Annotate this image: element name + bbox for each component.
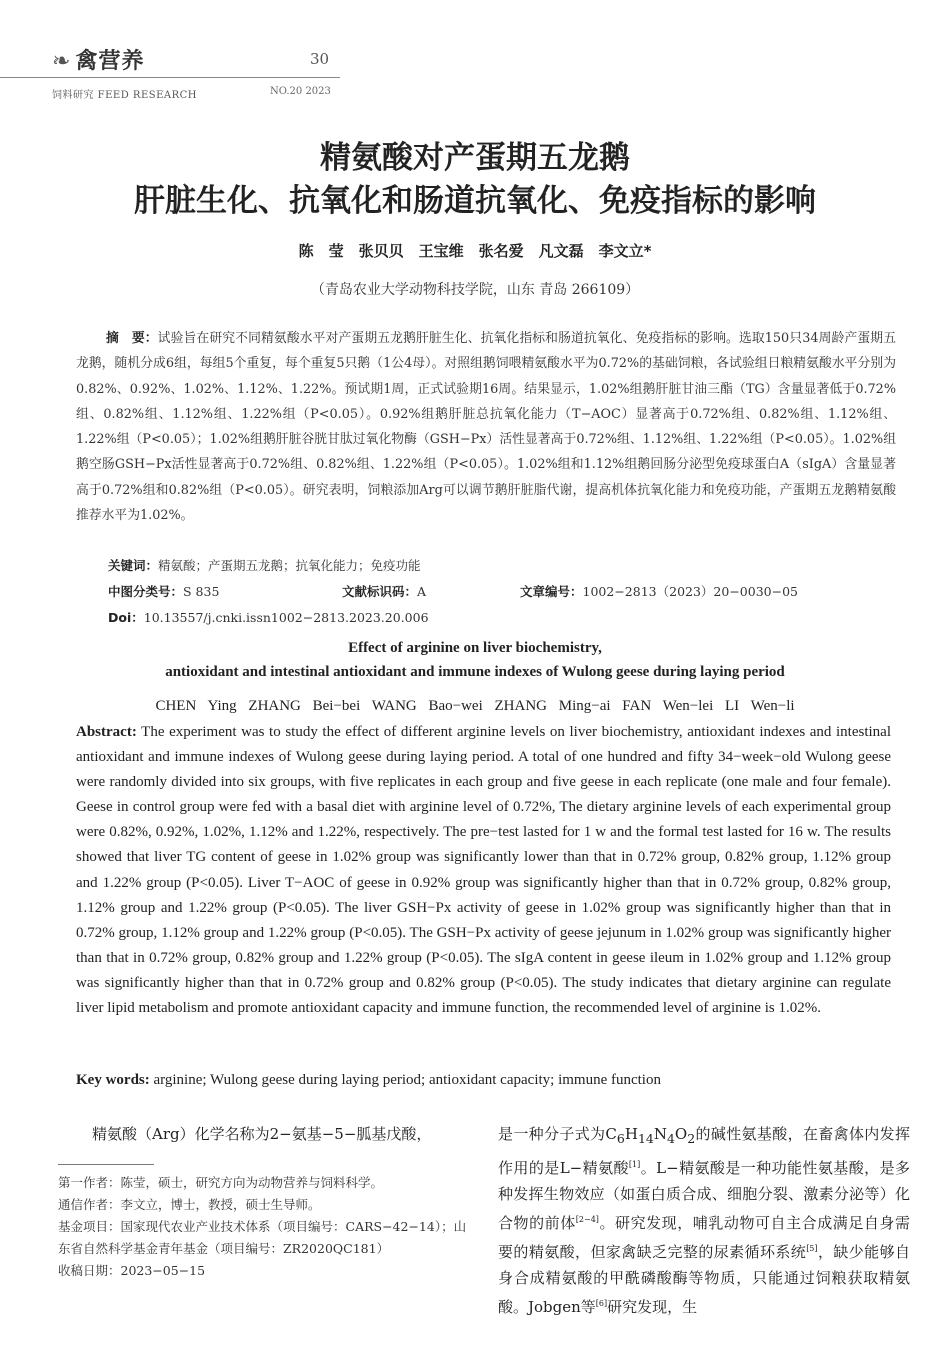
issue-number: NO.20 2023	[270, 86, 331, 97]
section-name: 禽营养	[75, 49, 145, 74]
footnote-divider	[58, 1164, 154, 1165]
title-cn-line2: 肝脏生化、抗氧化和肠道抗氧化、免疫指标的影响	[134, 183, 816, 219]
authors-en: CHEN Ying ZHANG Bei−bei WANG Bao−wei ZHANG Ming−ai FAN Wen−lei LI Wen−li	[155, 698, 795, 714]
authors-cn: 陈 莹 张贝贝 王宝维 张名爱 凡文磊 李文立*	[298, 242, 652, 260]
keywords-en-text: arginine; Wulong geese during laying period; antioxidant capacity; immune function	[149, 1072, 661, 1088]
leaf-icon: ❧	[52, 49, 72, 74]
section-header	[52, 44, 144, 75]
body-right-text: 。L−精氨酸是一种功能性氨基酸，是多种发挥生物效应（如蛋白质合成、细胞分裂、激素分泌等）化合物的前体	[498, 1159, 911, 1232]
journal-name: 饲料研究 FEED RESEARCH	[52, 90, 198, 101]
body-text-right	[498, 1121, 910, 1320]
citation-ref[interactable]: [2−4]	[575, 1215, 599, 1224]
classification-label: 中图分类号：	[108, 584, 184, 599]
footnote-received: 收稿日期：2023−05−15	[58, 1263, 206, 1278]
doi-label: Doi：	[108, 610, 144, 625]
page-number: 30	[310, 50, 330, 68]
doc-code-label: 文献标识码：	[342, 584, 418, 599]
title-en-line1: Effect of arginine on liver biochemistry,	[348, 640, 602, 656]
footnote-corresponding: 通信作者：李文立，博士，教授，硕士生导师。	[58, 1197, 321, 1212]
abstract-cn-text: 试验旨在研究不同精氨酸水平对产蛋期五龙鹅肝脏生化、抗氧化指标和肠道抗氧化、免疫指标的影响。选取150只34周龄产蛋期五龙鹅，随机分成6组，每组5个重复，每个重复5只鹅（1公4母）。对照组鹅饲喂精氨酸水平为0.72%的基础饲粮，各试验组日粮精氨酸水平分别为0.82%、0.92%、1.02%、1.12%、1.22%。预试期1周，正式试验期16周。结果显示，1.02%组鹅肝脏甘油三酯（TG）含量显著低于0.72%组、0.82%组、1.12%组、1.22%组（P<0.05）。0.92%组鹅肝脏总抗氧化能力（T−AOC）显著高于0.72%组、0.82%组、1.12%组、1.22%组（P<0.05）；1.02%组鹅肝脏谷胱甘肽过氧化物酶（GSH−Px）活性显著高于0.72%组、1.12%组、1.22%组（P<0.05）。1.02%组鹅空肠GSH−Px活性显著高于0.72%组、0.82%组、1.22%组（P<0.05）。1.02%组和1.12%组鹅回肠分泌型免疫球蛋白A（sIgA）含量显著高于0.72%组和0.82%组（P<0.05）。研究表明，饲粮添加Arg可以调节鹅肝脏脂代谢，提高机体抗氧化能力和免疫功能，产蛋期五龙鹅精氨酸推荐水平为1.02%。	[76, 331, 896, 524]
body-right-text: 研究发现，生	[607, 1298, 698, 1316]
formula-subscript: 2	[687, 1131, 696, 1146]
abstract-cn-label: 摘 要：	[106, 331, 158, 346]
abstract-cn	[76, 326, 896, 528]
abstract-en-text: The experiment was to study the effect of different arginine levels on liver biochemistry, antioxidant indexes and intestinal antioxidant and immune indexes of Wulong geese during laying period. A total of one hundred and fifty 34−week−old Wulong geese were randomly divided into six groups, with five replicates in each group and five geese in each replicate (one male and four female). Geese in control group were fed with a basal diet with arginine level of 0.72%, The dietary arginine levels of each experimental group were 0.82%, 0.92%, 1.02%, 1.12% and 1.22%, respectively. The pre−test lasted for 1 w and the formal test lasted for 16 w. The results showed that liver TG content of geese in 1.02% group was significantly lower than that in 0.72% group, 0.82% group, 1.12% group and 1.22% group (P<0.05). Liver T−AOC of geese in 0.92% group was significantly higher than that in 0.72% group, 0.82% group, 1.12% group and 1.22% group (P<0.05). The liver GSH−Px activity of geese in 1.02% group was significantly higher than that in 0.72% group, 1.12% group and 1.22% group (P<0.05). The GSH−Px activity of geese jejunum in 1.02% group was significantly higher than that in 0.72% group, 0.82% group and 1.22% group (P<0.05). The sIgA content in geese ileum in 1.02% group and 1.12% group was significantly higher than that in 0.72% group and 0.82% group (P<0.05). The study indicates that dietary arginine can regulate liver lipid metabolism and promote antioxidant capacity and immune function, the recommended level of arginine is 1.02%.	[76, 724, 891, 1017]
citation-ref[interactable]: [5]	[806, 1244, 818, 1253]
body-right-text: 。研究发现，哺乳动物可自主合成满足自身需要的精氨酸，但家禽缺乏完整的尿素循环系统	[498, 1214, 910, 1261]
citation-ref[interactable]: [1]	[628, 1160, 641, 1169]
formula-element: N	[653, 1125, 667, 1143]
title-cn-line1: 精氨酸对产蛋期五龙鹅	[320, 140, 630, 176]
formula-subscript: 4	[666, 1131, 675, 1146]
keywords-en	[76, 1072, 891, 1089]
body-right-text: ，缺少能够自身合成精氨酸的甲酰磷酸酶等物质，只能通过饲粮获取精氨酸。Jobgen等	[498, 1243, 910, 1316]
formula-subscript: 14	[637, 1131, 654, 1146]
header-divider	[0, 77, 340, 78]
citation-ref[interactable]: [6]	[595, 1299, 608, 1308]
keywords-cn-text: 精氨酸；产蛋期五龙鹅；抗氧化能力；免疫功能	[158, 558, 421, 573]
body-right-text: 的碱性氨基酸，在畜禽体内发挥作用的是L−精氨酸	[498, 1125, 910, 1177]
body-right-text: 是一种分子式为C	[498, 1125, 617, 1143]
doi	[108, 608, 429, 626]
affiliation-cn: （青岛农业大学动物科技学院，山东 青岛 266109）	[310, 282, 640, 298]
abstract-en-label: Abstract:	[76, 724, 137, 740]
classification-number	[108, 582, 219, 600]
doi-value: 10.13557/j.cnki.issn1002−2813.2023.20.006	[143, 610, 429, 625]
footnote-funding: 基金项目：国家现代农业产业技术体系（项目编号：CARS−42−14）；山东省自然科学基金青年基金（项目编号：ZR2020QC181）	[58, 1219, 467, 1256]
keywords-en-label: Key words:	[76, 1072, 150, 1088]
document-code	[342, 582, 426, 600]
keywords-cn-label: 关键词：	[108, 558, 159, 573]
title-en-line2: antioxidant and intestinal antioxidant and immune indexes of Wulong geese during laying period	[165, 664, 785, 680]
keywords-cn	[108, 556, 421, 574]
footnote-first-author: 第一作者：陈莹，硕士，研究方向为动物营养与饲料科学。	[58, 1175, 384, 1190]
classification-value: S 835	[183, 584, 220, 599]
footnotes	[58, 1172, 478, 1282]
formula-subscript: 6	[616, 1131, 625, 1146]
formula-element: O	[674, 1125, 688, 1143]
article-no-label: 文章编号：	[520, 584, 583, 599]
body-text-left: 精氨酸（Arg）化学名称为2−氨基−5−胍基戊酸，	[92, 1125, 432, 1143]
article-no-value: 1002−2813（2023）20−0030−05	[582, 584, 798, 599]
article-number	[520, 582, 798, 600]
doc-code-value: A	[417, 584, 427, 599]
formula-element: H	[624, 1125, 638, 1143]
abstract-en	[76, 720, 891, 1021]
